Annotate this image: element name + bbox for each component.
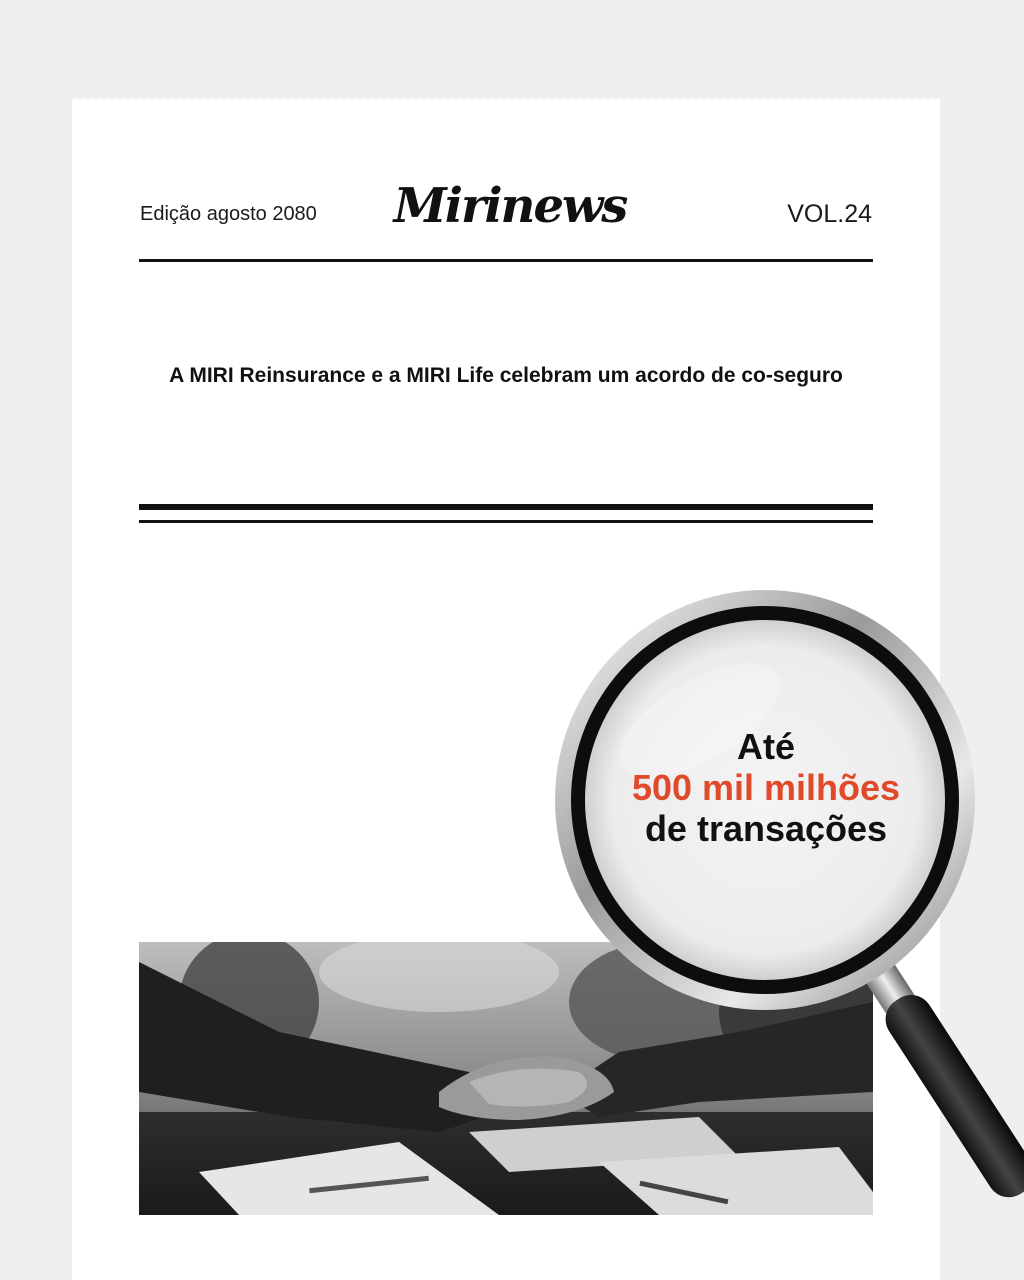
magnifier-callout — [606, 726, 926, 849]
callout-highlight: 500 mil milhões — [631, 767, 901, 808]
callout-line-3: de transações — [644, 808, 888, 849]
torn-paper-edge — [72, 92, 940, 102]
callout-line-1: Até — [736, 726, 795, 767]
masthead-divider — [139, 259, 873, 262]
edition-date: Edição agosto 2080 — [140, 203, 317, 225]
article-headline: A MIRI Reinsurance e a MIRI Life celebram um acordo de co-seguro — [169, 364, 843, 387]
volume-number: VOL.24 — [787, 200, 872, 228]
magnifier-icon — [520, 560, 1024, 1220]
newsletter-title: Mirinews — [393, 178, 627, 234]
section-divider-thin — [139, 520, 873, 523]
section-divider-thick — [139, 504, 873, 510]
